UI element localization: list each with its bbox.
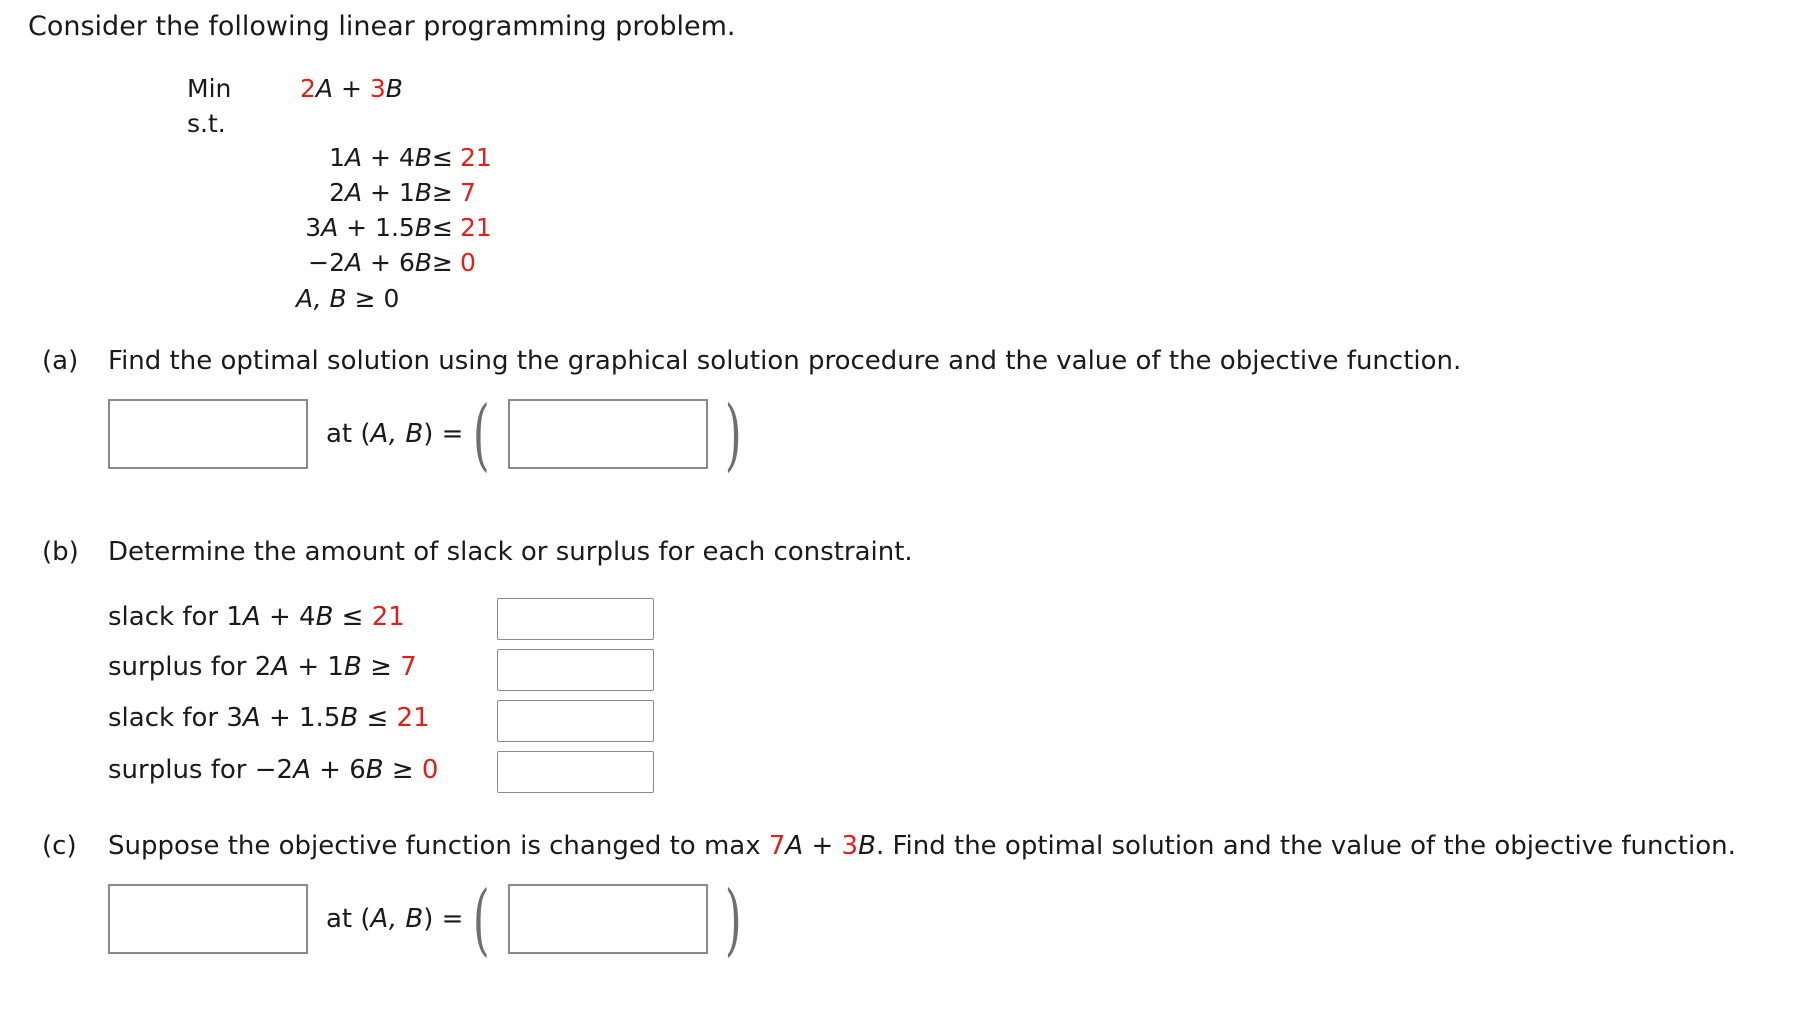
right-paren: ) xyxy=(724,875,742,965)
part-b-label: (b) xyxy=(42,537,79,567)
surplus-label-constraint-2: surplus for 2A + 1B ≥ 7 xyxy=(108,652,417,682)
part-c-objective-value-input[interactable] xyxy=(108,884,308,954)
part-c-label: (c) xyxy=(42,831,77,861)
st-label: s.t. xyxy=(187,109,226,138)
objective-coef-b: 3 xyxy=(369,74,386,103)
left-paren: ( xyxy=(472,390,490,480)
constraint-relation: ≤ xyxy=(432,143,453,172)
intro-text: Consider the following linear programming problem. xyxy=(28,11,736,42)
constraint-rhs: 0 xyxy=(460,248,476,277)
part-c-at-label: at (A, B) = xyxy=(326,904,464,934)
constraint-lhs: 3A + 1.5B xyxy=(305,213,432,242)
constraint-lhs: −2A + 6B xyxy=(308,248,432,277)
part-a-objective-value-input[interactable] xyxy=(108,399,308,469)
constraint-lhs: 1A + 4B xyxy=(329,143,432,172)
surplus-input-constraint-4[interactable] xyxy=(497,751,654,793)
surplus-input-constraint-2[interactable] xyxy=(497,649,654,691)
objective-function: 2A + 3B xyxy=(300,74,403,103)
part-a-at-label: at (A, B) = xyxy=(326,419,464,449)
constraint-rhs: 21 xyxy=(460,213,492,242)
constraint-3 xyxy=(260,210,560,246)
part-c-solution-input[interactable] xyxy=(508,884,708,954)
part-a-label: (a) xyxy=(42,346,79,376)
constraint-lhs: 2A + 1B xyxy=(329,178,432,207)
constraint-rhs: 7 xyxy=(460,178,476,207)
objective-coef-a: 2 xyxy=(300,74,316,103)
constraint-1 xyxy=(260,140,560,176)
slack-label-constraint-3: slack for 3A + 1.5B ≤ 21 xyxy=(108,703,430,733)
left-paren: ( xyxy=(472,875,490,965)
constraint-relation: ≥ xyxy=(432,248,453,277)
slack-input-constraint-3[interactable] xyxy=(497,700,654,742)
right-paren: ) xyxy=(724,390,742,480)
part-b-question: Determine the amount of slack or surplus for each constraint. xyxy=(108,537,913,567)
constraint-relation: ≤ xyxy=(432,213,453,242)
surplus-label-constraint-4: surplus for −2A + 6B ≥ 0 xyxy=(108,755,439,785)
constraint-relation: ≥ xyxy=(432,178,453,207)
part-c-question: Suppose the objective function is changed to max 7A + 3B. Find the optimal solution and the value of the objective function. xyxy=(108,831,1736,861)
min-label: Min xyxy=(187,74,232,103)
nonnegativity-constraint: A, B ≥ 0 xyxy=(296,284,400,313)
slack-input-constraint-1[interactable] xyxy=(497,598,654,640)
constraint-4 xyxy=(260,245,560,281)
part-a-solution-input[interactable] xyxy=(508,399,708,469)
slack-label-constraint-1: slack for 1A + 4B ≤ 21 xyxy=(108,602,405,632)
constraint-2 xyxy=(260,175,560,211)
constraint-rhs: 21 xyxy=(460,143,492,172)
part-a-question: Find the optimal solution using the graphical solution procedure and the value of the objective function. xyxy=(108,346,1462,376)
